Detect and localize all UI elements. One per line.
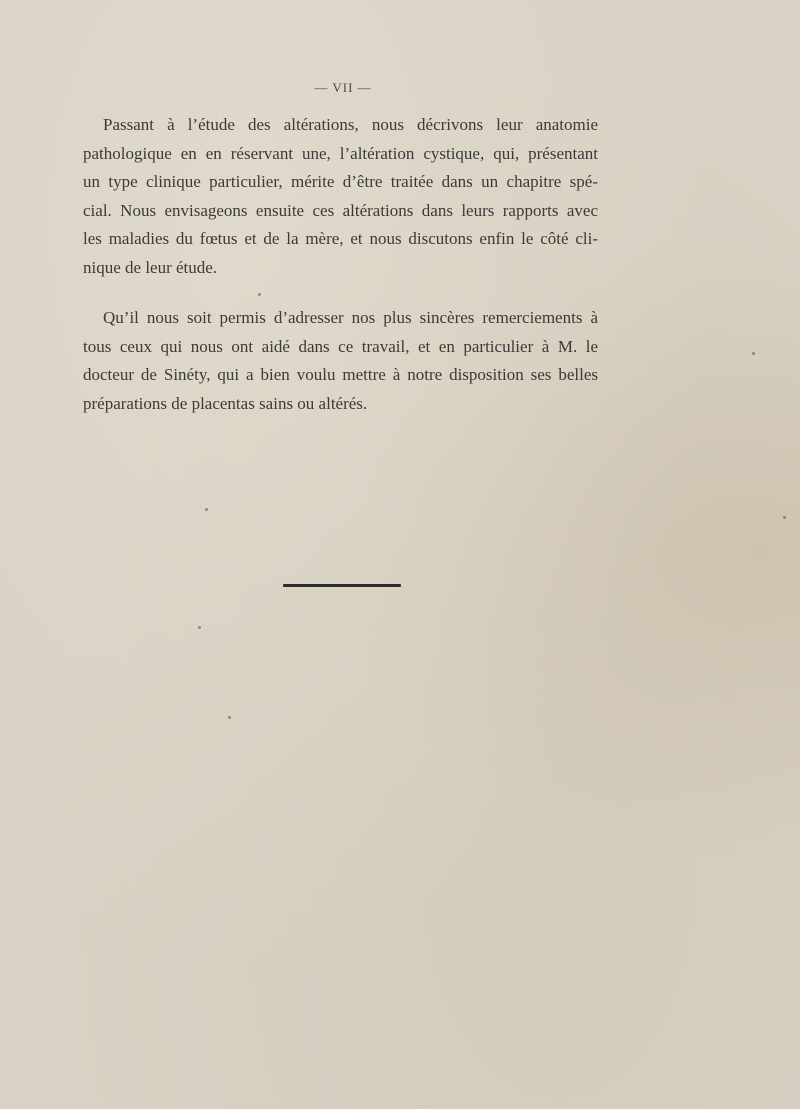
paper-speck	[752, 352, 755, 355]
paragraph-line: Passant à l’étude des altérations, nous décrivons leur anatomie	[103, 115, 598, 134]
page-number: — VII —	[314, 80, 372, 95]
paragraph-1	[83, 111, 598, 283]
paper-speck	[258, 293, 261, 296]
section-end-rule	[283, 584, 401, 587]
paper-speck	[783, 516, 786, 519]
paragraph-line: Qu’il nous soit permis d’adresser nos plus sincères remerciements à	[103, 308, 598, 327]
paragraph-line: docteur de Sinéty, qui a bien voulu mettre à notre disposition ses belles	[83, 365, 598, 385]
paragraph-2	[83, 304, 598, 418]
paper-speck	[228, 716, 231, 719]
paragraph-line: nique de leur étude.	[83, 257, 218, 277]
paragraph-line: tous ceux qui nous ont aidé dans ce travail, et en particulier à M. le	[83, 336, 598, 356]
paper-speck	[205, 508, 208, 511]
paragraph-line: préparations de placentas sains ou altérés.	[83, 393, 368, 413]
paragraph-line: les maladies du fœtus et de la mère, et nous discutons enfin le côté cli-	[83, 229, 598, 249]
paragraph-line: cial. Nous envisageons ensuite ces altérations dans leurs rapports avec	[83, 200, 598, 220]
paragraph-line: un type clinique particulier, mérite d’être traitée dans un chapitre spé-	[83, 172, 598, 192]
paragraph-line: pathologique en en réservant une, l’altération cystique, qui, présentant	[83, 143, 598, 163]
paper-speck	[198, 626, 201, 629]
